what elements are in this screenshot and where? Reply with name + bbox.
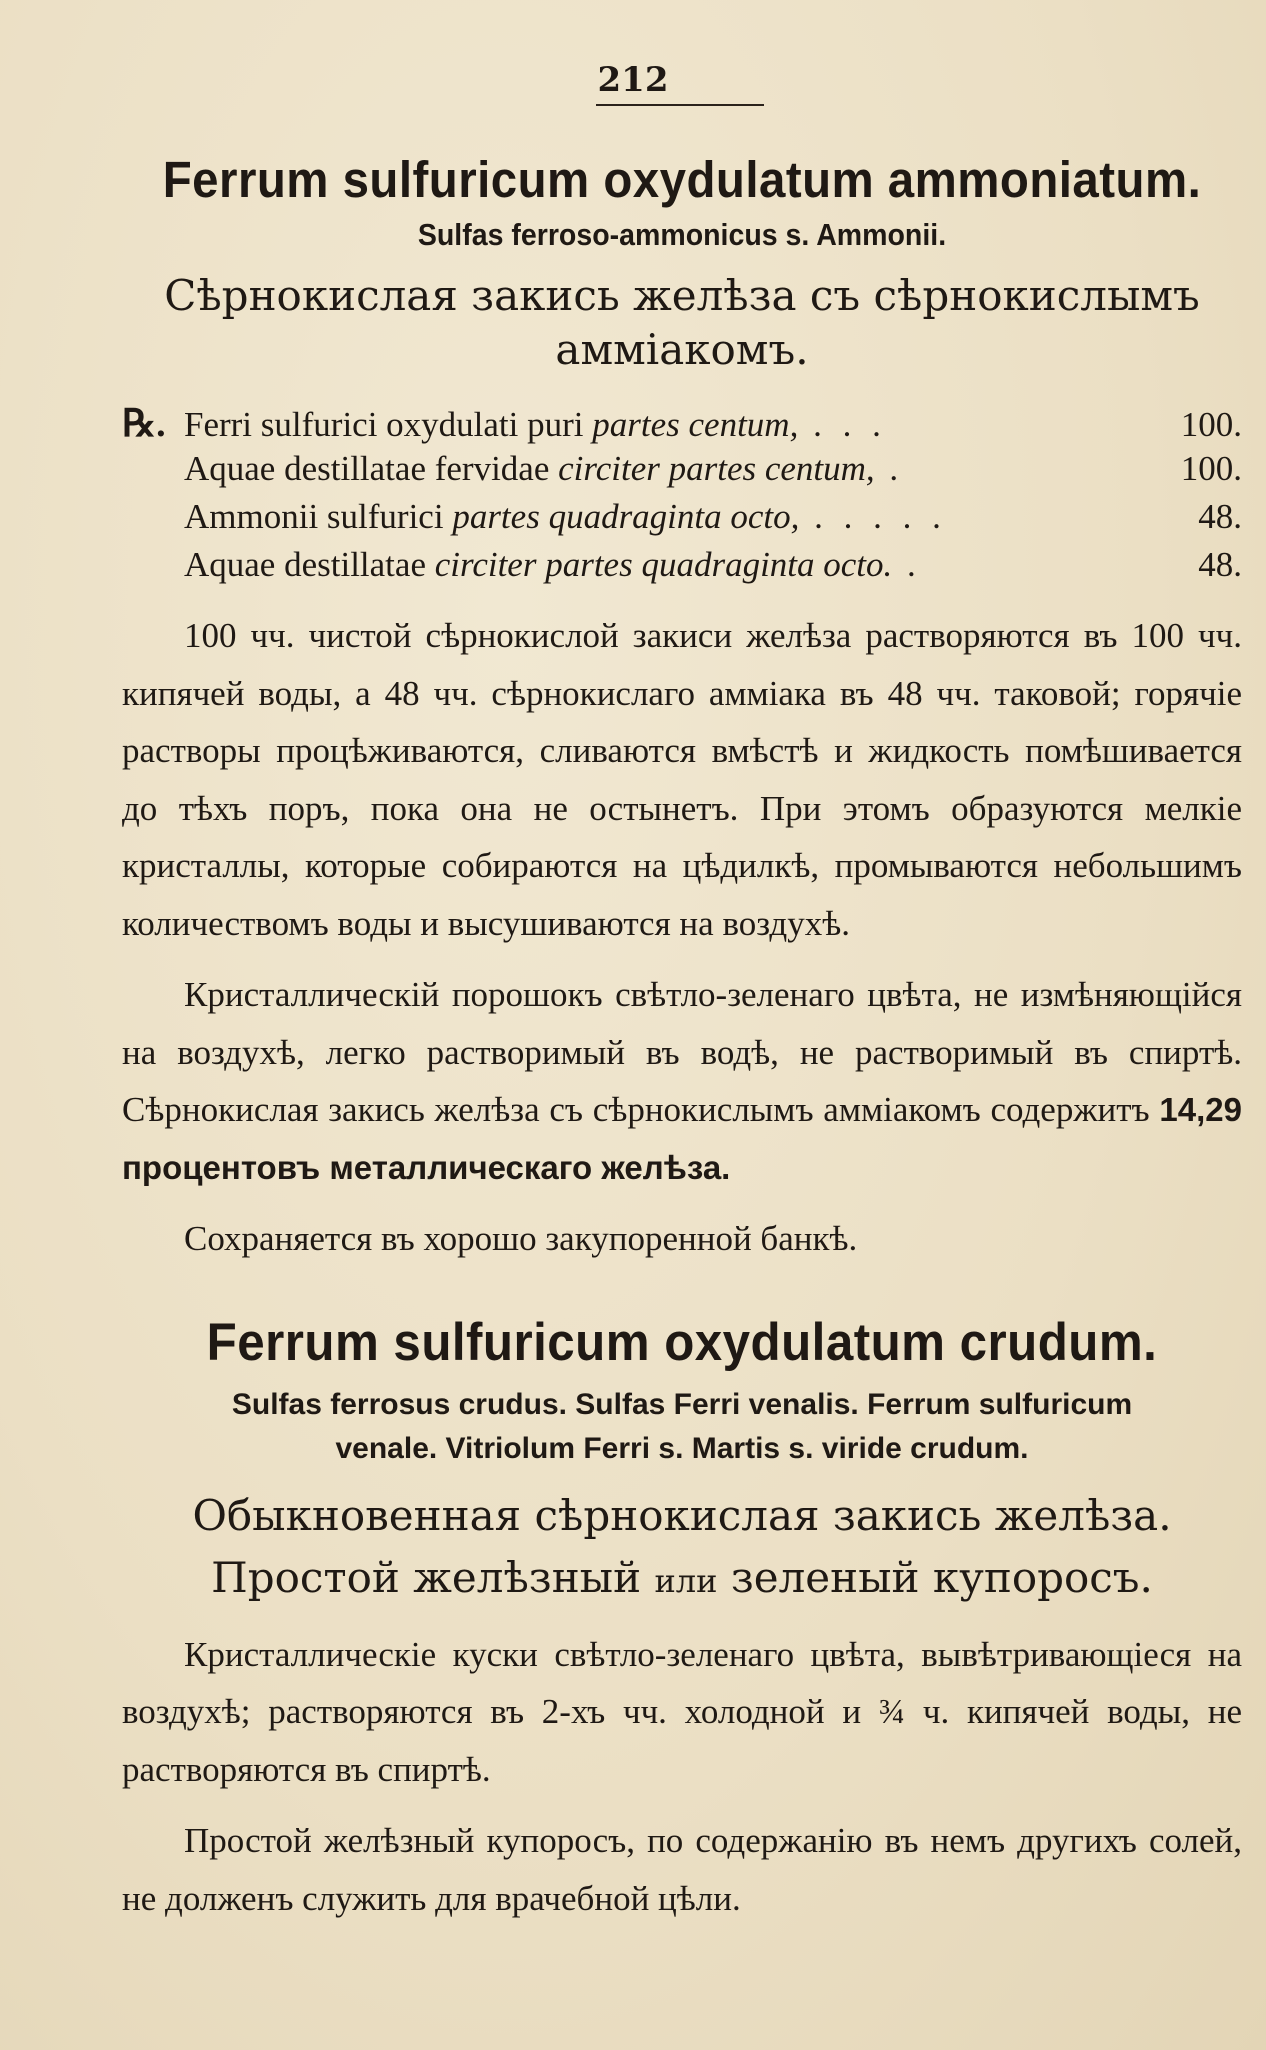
recipe-amount: 100.	[1180, 449, 1242, 488]
recipe-row	[122, 449, 1242, 497]
section2-description-paragraph: Кристаллическіе куски свѣтло-зеленаго цвѣта, вывѣтривающіеся на воздухѣ; растворяются въ 2-хъ чч. холодной и ¾ ч. кипячей воды, не растворяются въ спиртѣ.	[122, 1634, 1242, 1789]
recipe-row	[122, 545, 1242, 593]
recipe-ingredient: Aquae destillatae fervidae circiter partes centum, .	[184, 449, 905, 488]
iron-content-emphasis: 14,29 процентовъ металлическаго желѣза.	[122, 1091, 1242, 1186]
section2-subtitle	[122, 1383, 1242, 1471]
page-number-rule	[596, 104, 764, 106]
section2-russian-title	[122, 1485, 1242, 1612]
section2-russian-title-line2: Простой желѣзный или зеленый купоросъ.	[211, 1552, 1153, 1602]
recipe-list	[122, 401, 1242, 593]
page-number: 212	[597, 60, 669, 100]
section2-subtitle-line2: venale. Vitriolum Ferri s. Martis s. viride crudum.	[335, 1431, 1029, 1465]
recipe-row	[122, 401, 1242, 449]
section1-russian-title-line2: амміакомъ.	[555, 325, 809, 374]
recipe-row	[122, 497, 1242, 545]
section1-russian-title	[122, 269, 1242, 377]
recipe-ingredient: Aquae destillatae circiter partes quadraginta octo. .	[184, 545, 922, 584]
recipe-amount: 48.	[1198, 545, 1242, 584]
recipe-amount: 48.	[1198, 497, 1242, 536]
section1-russian-title-line1: Сѣрнокислая закись желѣза съ сѣрнокислымъ	[164, 271, 1200, 320]
preparation-paragraph: 100 чч. чистой сѣрнокислой закиси желѣза растворяются въ 100 чч. кипячей воды, а 48 чч. сѣрнокислаго амміака въ 48 чч. таковой; горячіе растворы процѣживаются, сливаются вмѣстѣ и жидкость помѣшивается до тѣхъ поръ, пока она не остынетъ. При этомъ образуются мелкіе кристаллы, которые собираются на цѣдилкѣ, промываются небольшимъ количествомъ воды и высушиваются на воздухѣ.	[122, 616, 1242, 943]
storage-paragraph: Сохраняется въ хорошо закупоренной банкѣ.	[184, 1219, 858, 1258]
recipe-symbol: ℞.	[122, 403, 166, 445]
recipe-ingredient: Ferri sulfurici oxydulati puri partes centum, . . .	[184, 405, 887, 444]
section2-title: Ferrum sulfuricum oxydulatum crudum.	[206, 1312, 1158, 1372]
recipe-amount: 100.	[1180, 405, 1242, 444]
section1-subtitle: Sulfas ferroso-ammonicus s. Ammonii.	[417, 217, 947, 252]
recipe-ingredient: Ammonii sulfurici partes quadraginta octo, . . . . .	[184, 497, 947, 536]
section2	[122, 1312, 1242, 1928]
section1-title: Ferrum sulfuricum oxydulatum ammoniatum.	[162, 151, 1202, 208]
page-content	[122, 150, 1242, 1927]
section2-subtitle-line1: Sulfas ferrosus crudus. Sulfas Ferri venalis. Ferrum sulfuricum	[231, 1387, 1133, 1421]
description-paragraph: Кристаллическій порошокъ свѣтло-зеленаго цвѣта, не измѣняющійся на воздухѣ, легко растворимый въ водѣ, не растворимый въ спиртѣ. Сѣрнокислая закись желѣза съ сѣрнокислымъ амміакомъ содержитъ 14,29 процентовъ металлическаго желѣза.	[122, 975, 1242, 1186]
section2-usage-paragraph: Простой желѣзный купоросъ, по содержанію въ немъ другихъ солей, не долженъ служить для врачебной цѣли.	[122, 1821, 1242, 1918]
section2-russian-title-line1: Обыкновенная сѣрнокислая закись желѣза.	[192, 1490, 1172, 1540]
